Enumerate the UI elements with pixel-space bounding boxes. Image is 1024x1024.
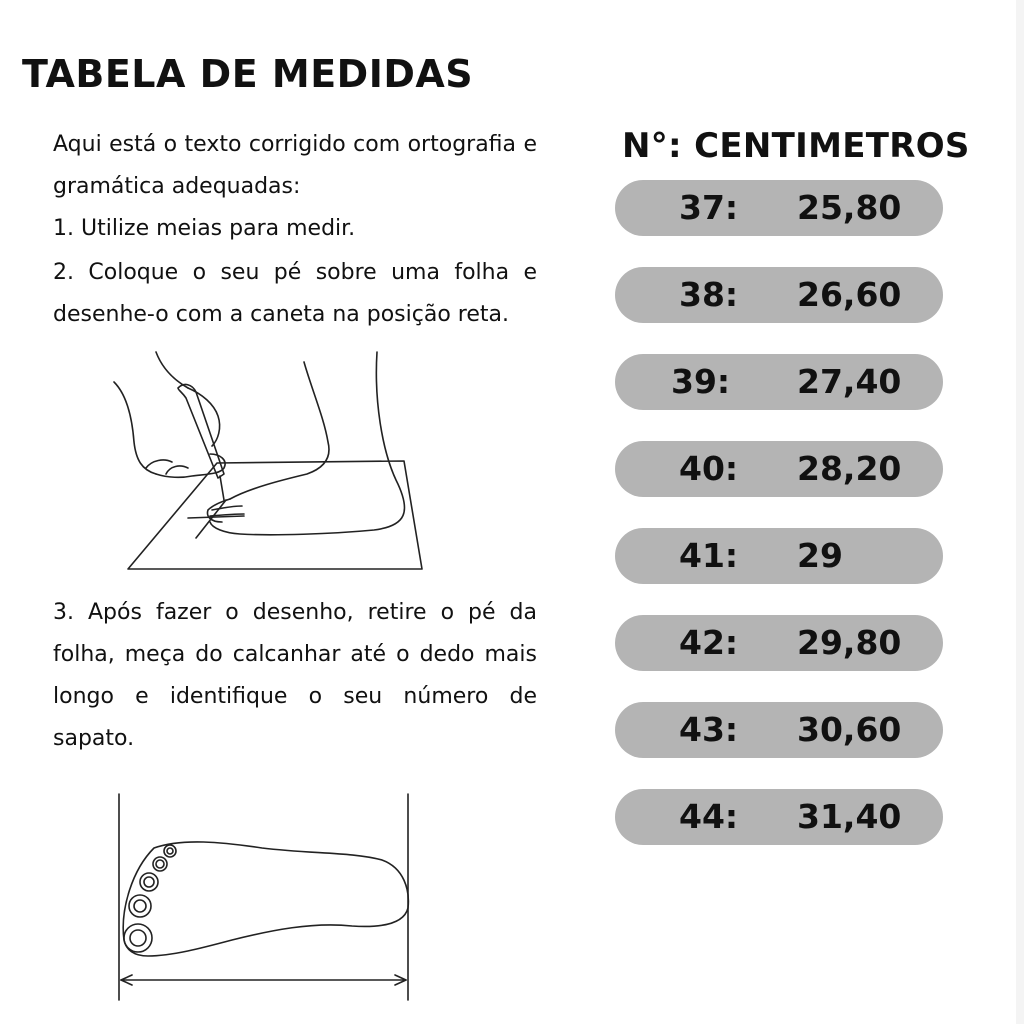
size-number: 41:	[679, 536, 739, 575]
size-row	[615, 789, 943, 845]
size-row	[615, 528, 943, 584]
size-row	[615, 615, 943, 671]
size-row	[615, 441, 943, 497]
size-centimeters: 31,40	[797, 797, 902, 836]
size-number: 37:	[679, 188, 739, 227]
size-centimeters: 28,20	[797, 449, 902, 488]
size-row	[615, 354, 943, 410]
size-number: 44:	[679, 797, 739, 836]
size-number: 42:	[679, 623, 739, 662]
size-row	[615, 702, 943, 758]
hand-drawing-foot-outline-icon	[112, 350, 432, 575]
size-centimeters: 29,80	[797, 623, 902, 662]
foot-length-measurement-icon	[112, 790, 422, 1004]
step-3-text: 3. Após fazer o desenho, retire o pé da folha, meça do calcanhar até o dedo mais longo e identifique o seu número de sapato.	[53, 600, 537, 751]
step-1-text: 1. Utilize meias para medir.	[53, 216, 356, 241]
step-2-text: 2. Coloque o seu pé sobre uma folha e desenhe-o com a caneta na posição reta.	[53, 260, 537, 327]
size-number: 43:	[679, 710, 739, 749]
size-number: 38:	[679, 275, 739, 314]
size-number: 39:	[671, 362, 731, 401]
size-centimeters: 25,80	[797, 188, 902, 227]
size-table-header: N°: CENTIMETROS	[622, 126, 970, 166]
size-centimeters: 30,60	[797, 710, 902, 749]
size-centimeters: 29	[797, 536, 843, 575]
size-centimeters: 27,40	[797, 362, 902, 401]
size-number: 40:	[679, 449, 739, 488]
page-title: TABELA DE MEDIDAS	[22, 52, 474, 96]
size-row	[615, 180, 943, 236]
size-row	[615, 267, 943, 323]
intro-text: Aqui está o texto corrigido com ortografia e gramática adequadas:	[53, 132, 537, 199]
size-centimeters: 26,60	[797, 275, 902, 314]
